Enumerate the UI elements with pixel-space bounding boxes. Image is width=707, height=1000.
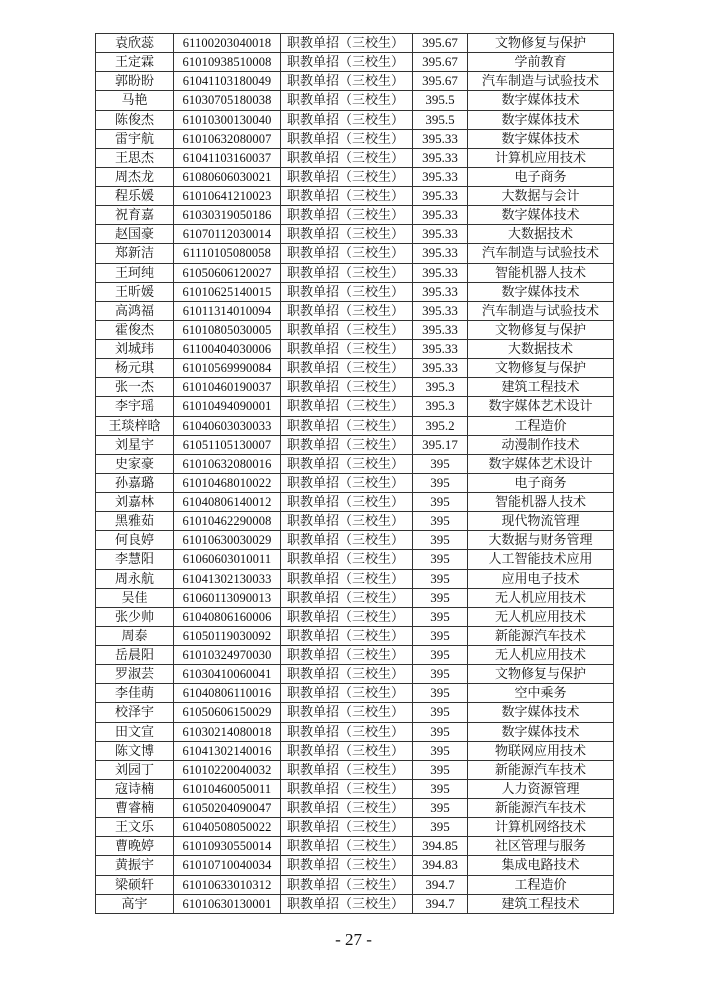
cell-score: 395.17 [413,435,468,454]
cell-major: 电子商务 [468,473,614,492]
cell-score: 395.33 [413,340,468,359]
cell-id: 61010569990084 [174,359,281,378]
cell-type: 职教单招（三校生） [281,588,413,607]
cell-score: 395 [413,588,468,607]
cell-name: 刘城玮 [96,340,174,359]
cell-major: 计算机网络技术 [468,818,614,837]
table-row [96,760,614,779]
cell-major: 无人机应用技术 [468,646,614,665]
cell-type: 职教单招（三校生） [281,359,413,378]
cell-major: 数字媒体技术 [468,129,614,148]
cell-score: 395 [413,607,468,626]
cell-id: 61010494090001 [174,397,281,416]
cell-score: 394.7 [413,875,468,894]
table-row [96,72,614,91]
cell-type: 职教单招（三校生） [281,722,413,741]
cell-type: 职教单招（三校生） [281,779,413,798]
cell-name: 李慧阳 [96,550,174,569]
cell-id: 61041302130033 [174,569,281,588]
cell-type: 职教单招（三校生） [281,416,413,435]
cell-major: 应用电子技术 [468,569,614,588]
cell-name: 郑新洁 [96,244,174,263]
cell-name: 杨元琪 [96,359,174,378]
cell-id: 61040806140012 [174,493,281,512]
cell-score: 394.7 [413,894,468,913]
table-row [96,779,614,798]
cell-major: 工程造价 [468,416,614,435]
cell-name: 寇诗楠 [96,779,174,798]
cell-major: 集成电路技术 [468,856,614,875]
cell-score: 395.33 [413,282,468,301]
cell-type: 职教单招（三校生） [281,703,413,722]
page-number: - 27 - [335,930,372,949]
table-row [96,148,614,167]
table-row [96,244,614,263]
cell-major: 数字媒体技术 [468,722,614,741]
cell-type: 职教单招（三校生） [281,741,413,760]
cell-type: 职教单招（三校生） [281,34,413,53]
cell-type: 职教单招（三校生） [281,646,413,665]
table-row [96,340,614,359]
cell-score: 395.3 [413,397,468,416]
table-row [96,856,614,875]
cell-type: 职教单招（三校生） [281,301,413,320]
cell-type: 职教单招（三校生） [281,454,413,473]
cell-major: 智能机器人技术 [468,263,614,282]
table-row [96,799,614,818]
cell-name: 程乐媛 [96,187,174,206]
cell-name: 岳晨阳 [96,646,174,665]
cell-major: 无人机应用技术 [468,588,614,607]
cell-major: 数字媒体技术 [468,703,614,722]
cell-score: 395.33 [413,225,468,244]
cell-major: 汽车制造与试验技术 [468,244,614,263]
cell-type: 职教单招（三校生） [281,129,413,148]
table-row [96,818,614,837]
cell-major: 工程造价 [468,875,614,894]
cell-type: 职教单招（三校生） [281,263,413,282]
cell-name: 史家豪 [96,454,174,473]
cell-major: 动漫制作技术 [468,435,614,454]
cell-type: 职教单招（三校生） [281,378,413,397]
cell-id: 61040508050022 [174,818,281,837]
cell-major: 大数据与财务管理 [468,531,614,550]
table-row [96,531,614,550]
cell-id: 61040806110016 [174,684,281,703]
table-row [96,53,614,72]
cell-major: 文物修复与保护 [468,320,614,339]
table-row [96,397,614,416]
cell-score: 395.33 [413,187,468,206]
table-row [96,741,614,760]
cell-major: 人工智能技术应用 [468,550,614,569]
cell-id: 61050119030092 [174,626,281,645]
table-row [96,722,614,741]
table-row [96,378,614,397]
cell-id: 61110105080058 [174,244,281,263]
cell-score: 395.3 [413,378,468,397]
cell-type: 职教单招（三校生） [281,626,413,645]
cell-type: 职教单招（三校生） [281,187,413,206]
cell-id: 61030214080018 [174,722,281,741]
cell-id: 61060603010011 [174,550,281,569]
cell-score: 395.33 [413,320,468,339]
cell-score: 395 [413,818,468,837]
table-row [96,416,614,435]
cell-score: 395.33 [413,129,468,148]
cell-major: 建筑工程技术 [468,894,614,913]
cell-type: 职教单招（三校生） [281,167,413,186]
cell-score: 395.5 [413,110,468,129]
cell-type: 职教单招（三校生） [281,148,413,167]
cell-major: 文物修复与保护 [468,359,614,378]
cell-id: 61050204090047 [174,799,281,818]
cell-id: 61050606120027 [174,263,281,282]
cell-id: 61010462290008 [174,512,281,531]
cell-score: 395 [413,799,468,818]
cell-id: 61030705180038 [174,91,281,110]
cell-score: 395 [413,454,468,473]
cell-id: 61010460050011 [174,779,281,798]
cell-id: 61040603030033 [174,416,281,435]
cell-type: 职教单招（三校生） [281,493,413,512]
cell-score: 395 [413,550,468,569]
cell-major: 大数据与会计 [468,187,614,206]
cell-major: 学前教育 [468,53,614,72]
table-row [96,206,614,225]
cell-major: 大数据技术 [468,340,614,359]
cell-id: 61051105130007 [174,435,281,454]
cell-major: 数字媒体技术 [468,206,614,225]
cell-id: 61100203040018 [174,34,281,53]
table-row [96,263,614,282]
table-row [96,626,614,645]
table-row [96,875,614,894]
cell-name: 郭盼盼 [96,72,174,91]
cell-score: 395.33 [413,263,468,282]
table-row [96,665,614,684]
cell-major: 智能机器人技术 [468,493,614,512]
cell-score: 394.83 [413,856,468,875]
cell-major: 无人机应用技术 [468,607,614,626]
cell-major: 数字媒体技术 [468,282,614,301]
cell-id: 61030319050186 [174,206,281,225]
cell-id: 61010632080016 [174,454,281,473]
cell-name: 曹晚婷 [96,837,174,856]
cell-name: 王定霖 [96,53,174,72]
cell-id: 61010630030029 [174,531,281,550]
table-row [96,359,614,378]
cell-id: 61010630130001 [174,894,281,913]
cell-id: 61100404030006 [174,340,281,359]
table-row [96,454,614,473]
table-row [96,473,614,492]
cell-name: 梁硕轩 [96,875,174,894]
cell-major: 汽车制造与试验技术 [468,72,614,91]
cell-name: 曹睿楠 [96,799,174,818]
cell-type: 职教单招（三校生） [281,684,413,703]
cell-score: 395 [413,531,468,550]
table-row [96,34,614,53]
cell-id: 61060113090013 [174,588,281,607]
cell-score: 395 [413,665,468,684]
cell-type: 职教单招（三校生） [281,894,413,913]
table-row [96,684,614,703]
cell-score: 395 [413,684,468,703]
cell-name: 刘嘉林 [96,493,174,512]
cell-type: 职教单招（三校生） [281,607,413,626]
cell-name: 吴佳 [96,588,174,607]
cell-name: 雷宇航 [96,129,174,148]
cell-id: 61040806160006 [174,607,281,626]
cell-name: 王文乐 [96,818,174,837]
table-row [96,435,614,454]
cell-name: 王昕媛 [96,282,174,301]
cell-id: 61010710040034 [174,856,281,875]
cell-id: 61041103180049 [174,72,281,91]
cell-id: 61010625140015 [174,282,281,301]
cell-major: 新能源汽车技术 [468,799,614,818]
cell-name: 李佳萌 [96,684,174,703]
cell-score: 395 [413,493,468,512]
cell-id: 61010641210023 [174,187,281,206]
cell-name: 何良婷 [96,531,174,550]
cell-type: 职教单招（三校生） [281,53,413,72]
cell-type: 职教单招（三校生） [281,282,413,301]
cell-major: 数字媒体技术 [468,110,614,129]
table-row [96,837,614,856]
cell-major: 人力资源管理 [468,779,614,798]
table-row [96,703,614,722]
cell-type: 职教单招（三校生） [281,818,413,837]
cell-id: 61010938510008 [174,53,281,72]
cell-name: 黑雅茹 [96,512,174,531]
cell-id: 61010324970030 [174,646,281,665]
cell-type: 职教单招（三校生） [281,512,413,531]
cell-major: 汽车制造与试验技术 [468,301,614,320]
table-row [96,282,614,301]
cell-name: 黄振宇 [96,856,174,875]
cell-name: 祝育嘉 [96,206,174,225]
table-row [96,91,614,110]
cell-score: 395.33 [413,206,468,225]
cell-type: 职教单招（三校生） [281,91,413,110]
cell-major: 新能源汽车技术 [468,626,614,645]
table-row [96,225,614,244]
cell-score: 395 [413,722,468,741]
cell-name: 袁欣蕊 [96,34,174,53]
cell-score: 395.33 [413,167,468,186]
cell-major: 电子商务 [468,167,614,186]
cell-name: 校泽宇 [96,703,174,722]
cell-score: 395.33 [413,301,468,320]
cell-id: 61011314010094 [174,301,281,320]
cell-id: 61030410060041 [174,665,281,684]
cell-id: 61070112030014 [174,225,281,244]
cell-major: 大数据技术 [468,225,614,244]
cell-name: 刘园丁 [96,760,174,779]
table-row [96,301,614,320]
cell-id: 61010460190037 [174,378,281,397]
cell-id: 61010930550014 [174,837,281,856]
table-row [96,512,614,531]
cell-name: 王思杰 [96,148,174,167]
cell-id: 61050606150029 [174,703,281,722]
cell-score: 395.67 [413,72,468,91]
cell-score: 395 [413,760,468,779]
cell-type: 职教单招（三校生） [281,569,413,588]
cell-type: 职教单招（三校生） [281,320,413,339]
cell-type: 职教单招（三校生） [281,837,413,856]
cell-type: 职教单招（三校生） [281,340,413,359]
cell-name: 陈文博 [96,741,174,760]
cell-type: 职教单招（三校生） [281,875,413,894]
cell-score: 395.67 [413,34,468,53]
cell-major: 文物修复与保护 [468,665,614,684]
cell-score: 395 [413,741,468,760]
table-row [96,493,614,512]
cell-type: 职教单招（三校生） [281,799,413,818]
cell-name: 张少帅 [96,607,174,626]
cell-major: 数字媒体艺术设计 [468,397,614,416]
cell-name: 周永航 [96,569,174,588]
cell-type: 职教单招（三校生） [281,206,413,225]
cell-major: 现代物流管理 [468,512,614,531]
cell-id: 61010805030005 [174,320,281,339]
cell-score: 395 [413,646,468,665]
cell-name: 田文宣 [96,722,174,741]
cell-id: 61041302140016 [174,741,281,760]
cell-score: 395.33 [413,244,468,263]
table-row [96,129,614,148]
cell-type: 职教单招（三校生） [281,760,413,779]
cell-name: 王琰梓晗 [96,416,174,435]
table-row [96,320,614,339]
cell-type: 职教单招（三校生） [281,244,413,263]
cell-name: 马艳 [96,91,174,110]
cell-name: 高鸿福 [96,301,174,320]
cell-name: 周杰龙 [96,167,174,186]
cell-type: 职教单招（三校生） [281,110,413,129]
cell-name: 赵国豪 [96,225,174,244]
cell-name: 周泰 [96,626,174,645]
cell-name: 刘星宇 [96,435,174,454]
table-row [96,607,614,626]
cell-name: 罗淑芸 [96,665,174,684]
cell-score: 395 [413,473,468,492]
cell-score: 395 [413,569,468,588]
table-row [96,646,614,665]
cell-major: 数字媒体艺术设计 [468,454,614,473]
cell-type: 职教单招（三校生） [281,665,413,684]
cell-score: 395.2 [413,416,468,435]
cell-id: 61010220040032 [174,760,281,779]
cell-id: 61041103160037 [174,148,281,167]
cell-type: 职教单招（三校生） [281,473,413,492]
cell-type: 职教单招（三校生） [281,531,413,550]
cell-major: 社区管理与服务 [468,837,614,856]
cell-type: 职教单招（三校生） [281,435,413,454]
cell-score: 395 [413,703,468,722]
cell-major: 物联网应用技术 [468,741,614,760]
cell-type: 职教单招（三校生） [281,72,413,91]
cell-name: 张一杰 [96,378,174,397]
cell-id: 61010468010022 [174,473,281,492]
cell-name: 高宇 [96,894,174,913]
table-row [96,894,614,913]
cell-id: 61080606030021 [174,167,281,186]
cell-major: 计算机应用技术 [468,148,614,167]
table-row [96,588,614,607]
cell-score: 394.85 [413,837,468,856]
table-row [96,550,614,569]
cell-major: 建筑工程技术 [468,378,614,397]
cell-name: 孙嘉璐 [96,473,174,492]
cell-score: 395 [413,779,468,798]
cell-major: 空中乘务 [468,684,614,703]
cell-score: 395.5 [413,91,468,110]
cell-name: 王珂纯 [96,263,174,282]
cell-id: 61010632080007 [174,129,281,148]
admission-list-table [95,33,614,914]
cell-type: 职教单招（三校生） [281,856,413,875]
cell-score: 395 [413,626,468,645]
table-body [96,34,614,914]
cell-score: 395.33 [413,148,468,167]
cell-name: 李宇瑶 [96,397,174,416]
cell-type: 职教单招（三校生） [281,225,413,244]
cell-type: 职教单招（三校生） [281,397,413,416]
cell-score: 395.33 [413,359,468,378]
cell-major: 数字媒体技术 [468,91,614,110]
cell-name: 陈俊杰 [96,110,174,129]
table-row [96,569,614,588]
cell-score: 395 [413,512,468,531]
table-row [96,167,614,186]
cell-major: 新能源汽车技术 [468,760,614,779]
cell-major: 文物修复与保护 [468,34,614,53]
table-row [96,110,614,129]
cell-type: 职教单招（三校生） [281,550,413,569]
cell-id: 61010300130040 [174,110,281,129]
cell-name: 霍俊杰 [96,320,174,339]
table-row [96,187,614,206]
cell-id: 61010633010312 [174,875,281,894]
cell-score: 395.67 [413,53,468,72]
